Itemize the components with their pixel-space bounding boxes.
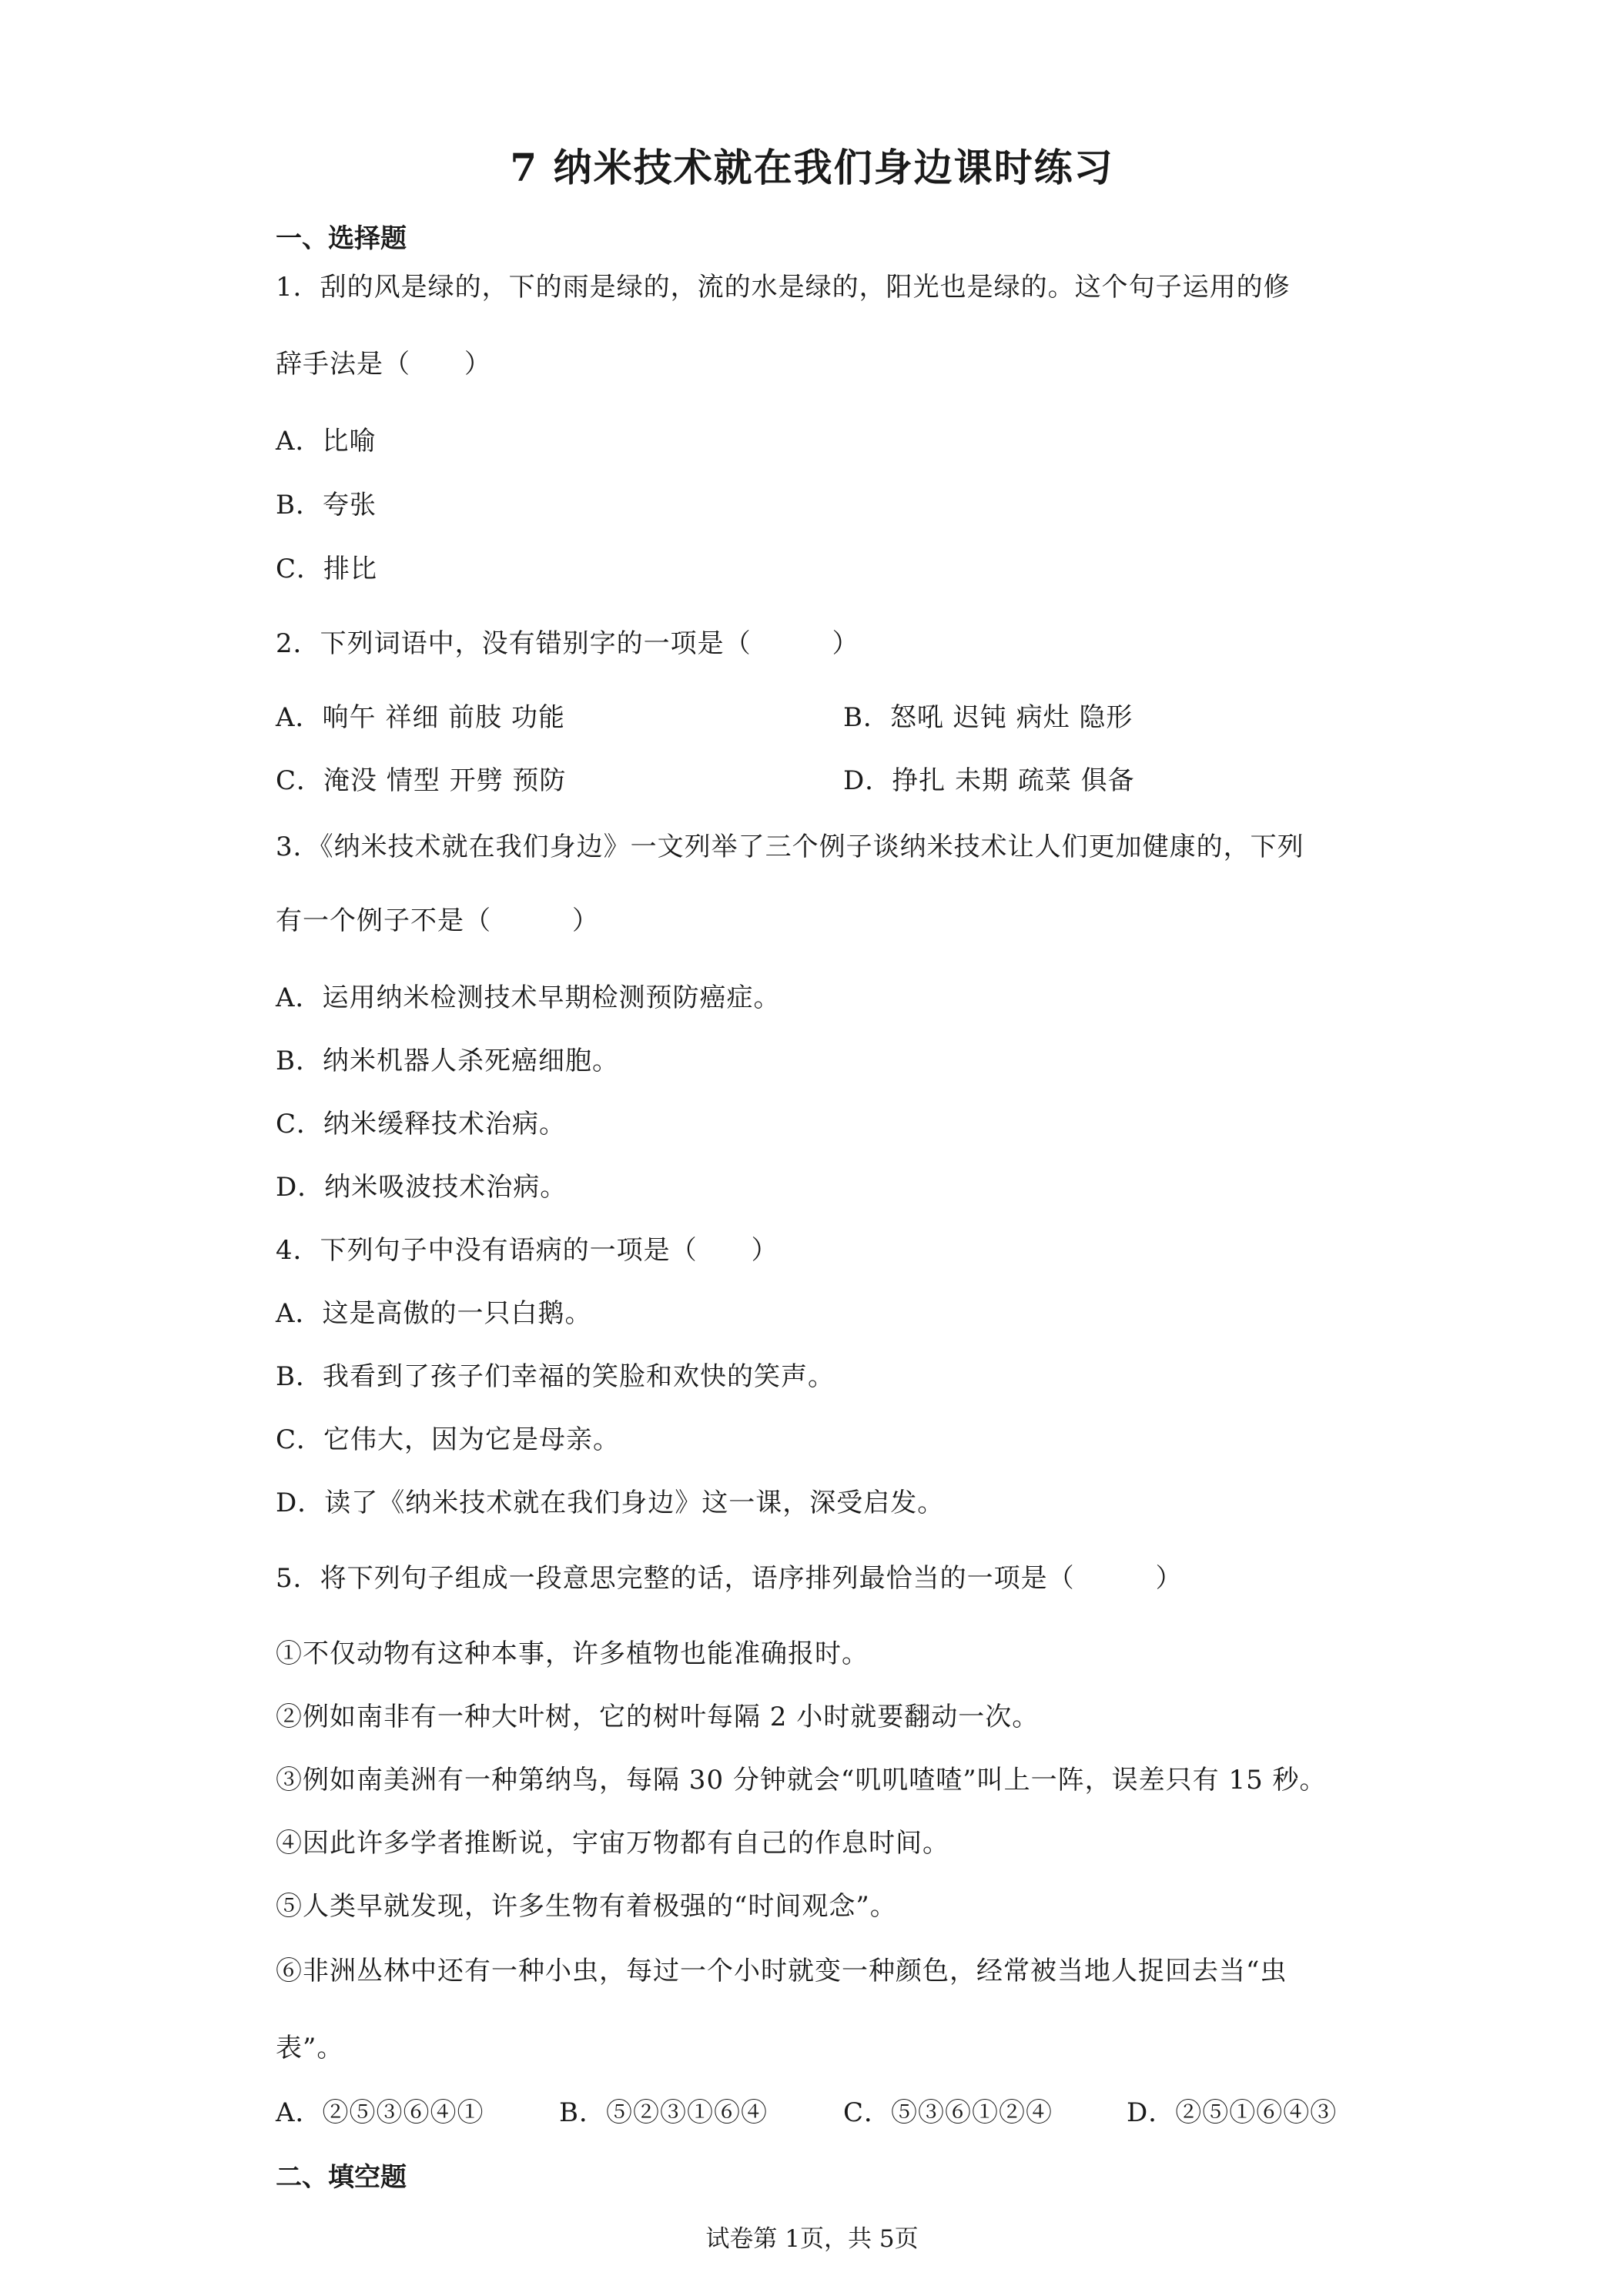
- q3-option-a: A．运用纳米检测技术早期检测预防癌症。: [276, 982, 781, 1013]
- q5-sentence-4: ④因此许多学者推断说，宇宙万物都有自己的作息时间。: [276, 1828, 949, 1859]
- q5-sentence-1: ①不仅动物有这种本事，许多植物也能准确报时。: [276, 1638, 869, 1669]
- q5-sentence-6: ⑥非洲丛林中还有一种小虫，每过一个小时就变一种颜色，经常被当地人捉回去当“虫: [276, 1956, 1287, 1986]
- section-heading-fill: 二、填空题: [276, 2162, 407, 2193]
- q2-option-d: D．挣扎 未期 疏菜 俱备: [843, 765, 1135, 796]
- q2-option-c: C．淹没 情型 开劈 预防: [276, 765, 567, 796]
- q5-option-a: A．②⑤③⑥④①: [276, 2097, 484, 2128]
- q5-option-b: B．⑤②③①⑥④: [559, 2097, 768, 2128]
- q5-sentence-3: ③例如南美洲有一种第纳鸟，每隔 30 分钟就会“叽叽喳喳”叫上一阵，误差只有 15 秒。: [276, 1765, 1327, 1796]
- q2-option-a: A．响午 祥细 前肢 功能: [276, 702, 565, 733]
- q1-stem-line1: 1．刮的风是绿的，下的雨是绿的，流的水是绿的，阳光也是绿的。这个句子运用的修: [276, 272, 1291, 303]
- q4-option-d: D．读了《纳米技术就在我们身边》这一课，深受启发。: [276, 1488, 945, 1518]
- q3-stem-line2: 有一个例子不是（ ）: [276, 905, 599, 936]
- q4-option-b: B．我看到了孩子们幸福的笑脸和欢快的笑声。: [276, 1361, 835, 1392]
- q1-option-c: C．排比: [276, 554, 378, 584]
- section-heading-choice: 一、选择题: [276, 223, 407, 254]
- q3-stem-line1: 3．《纳米技术就在我们身边》一文列举了三个例子谈纳米技术让人们更加健康的，下列: [276, 832, 1304, 862]
- q4-stem: 4．下列句子中没有语病的一项是（ ）: [276, 1235, 779, 1266]
- q5-option-c: C．⑤③⑥①②④: [843, 2097, 1053, 2128]
- q3-option-c: C．纳米缓释技术治病。: [276, 1109, 567, 1140]
- page-footer: 试卷第 1页，共 5页: [705, 2225, 919, 2253]
- q1-option-b: B．夸张: [276, 490, 377, 520]
- q3-option-d: D．纳米吸波技术治病。: [276, 1172, 568, 1203]
- page-title: 7 纳米技术就在我们身边课时练习: [510, 145, 1114, 190]
- q5-option-d: D．②⑤①⑥④③: [1127, 2097, 1338, 2128]
- q2-stem: 2．下列词语中，没有错别字的一项是（ ）: [276, 628, 859, 659]
- q1-option-a: A．比喻: [276, 426, 377, 457]
- q4-option-c: C．它伟大，因为它是母亲。: [276, 1424, 621, 1455]
- q5-sentence-6-cont: 表”。: [276, 2033, 344, 2063]
- q5-sentence-5: ⑤人类早就发现，许多生物有着极强的“时间观念”。: [276, 1891, 897, 1922]
- q1-stem-line2: 辞手法是（ ）: [276, 349, 491, 380]
- q5-stem: 5．将下列句子组成一段意思完整的话，语序排列最恰当的一项是（ ）: [276, 1563, 1183, 1594]
- q4-option-a: A．这是高傲的一只白鹅。: [276, 1298, 592, 1329]
- q5-sentence-2: ②例如南非有一种大叶树，它的树叶每隔 2 小时就要翻动一次。: [276, 1702, 1040, 1732]
- q3-option-b: B．纳米机器人杀死癌细胞。: [276, 1046, 619, 1076]
- q2-option-b: B．怒吼 迟钝 病灶 隐形: [843, 702, 1133, 733]
